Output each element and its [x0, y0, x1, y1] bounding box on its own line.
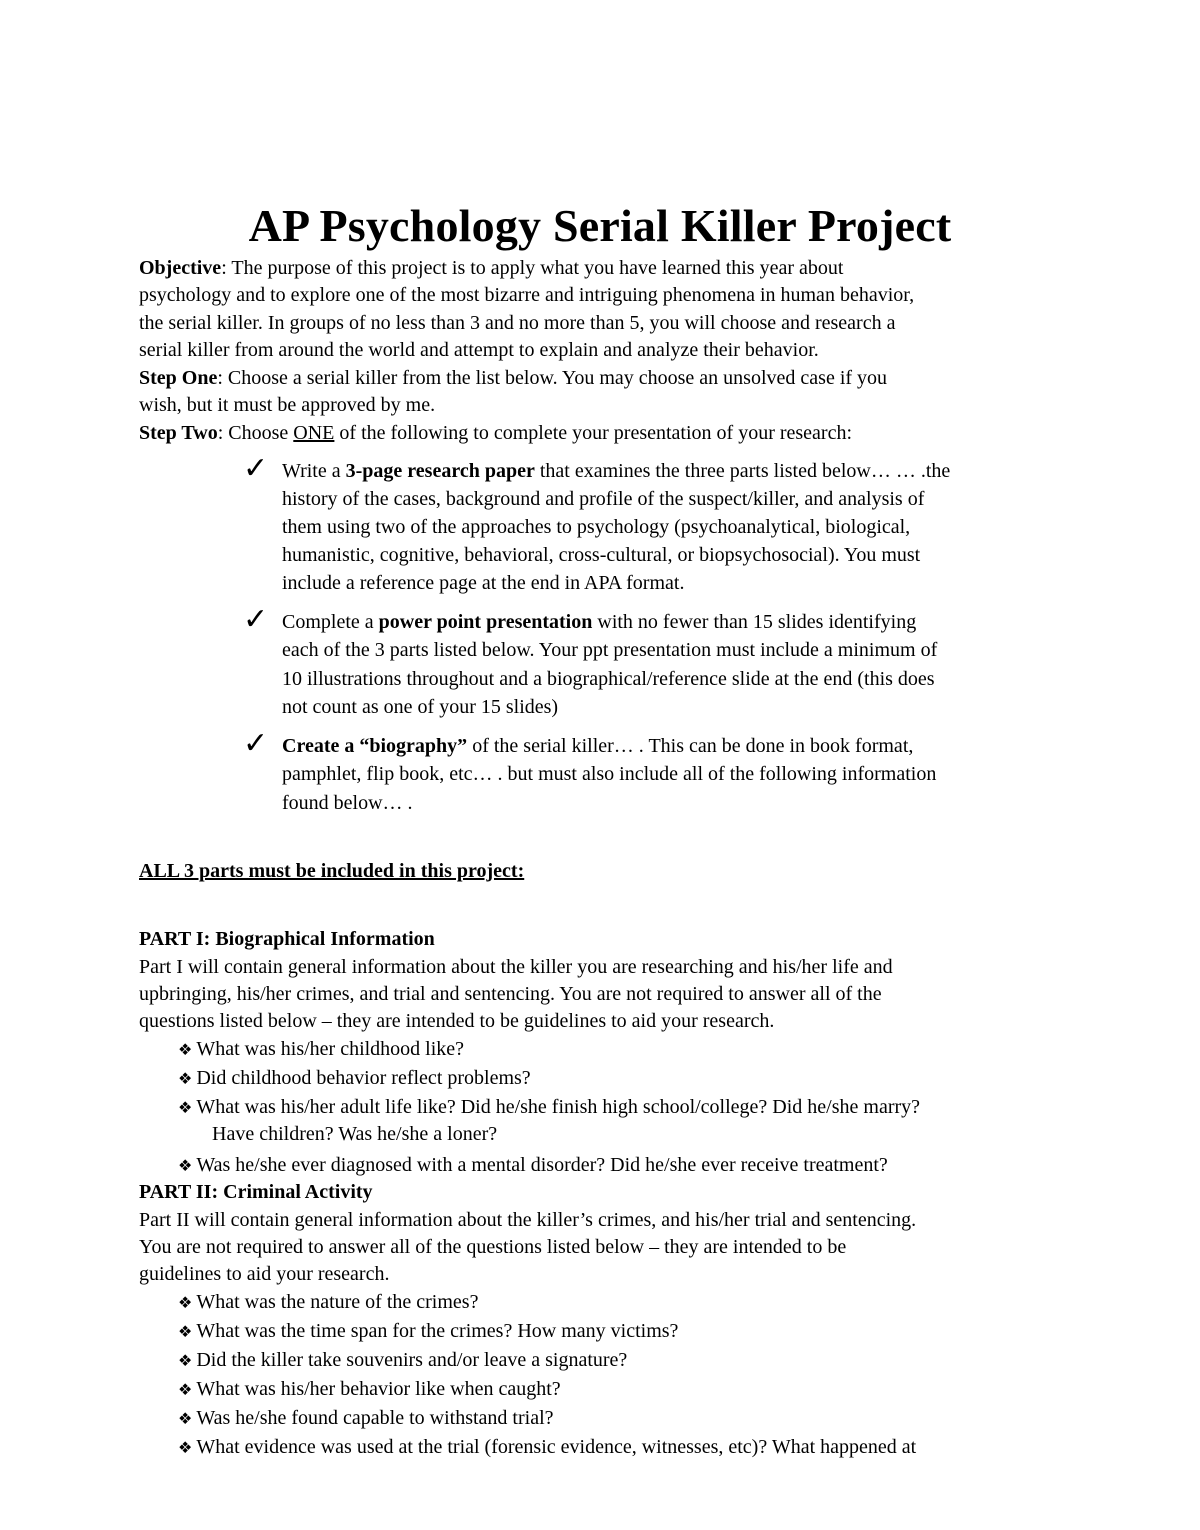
option-ppt-line-1: Complete a power point presentation with no fewer than 15 slides identifying	[282, 611, 917, 633]
part2-intro-line-1: Part II will contain general information about the killer’s crimes, and his/her trial and sentencing.	[139, 1209, 917, 1231]
part1-heading: PART I: Biographical Information	[139, 928, 435, 950]
checkmark-icon: ✓	[243, 451, 269, 486]
all-parts-heading: ALL 3 parts must be included in this project:	[139, 860, 525, 882]
option-biography-line-3: found below… .	[282, 792, 413, 814]
diamond-bullet-icon: ❖	[178, 1293, 193, 1312]
objective-line-1: Objective: The purpose of this project is to apply what you have learned this year about	[139, 257, 844, 279]
diamond-bullet-icon: ❖	[178, 1069, 193, 1088]
list-item: ❖ Was he/she found capable to withstand trial?	[178, 1407, 554, 1429]
option-paper-line-3: them using two of the approaches to psychology (psychoanalytical, biological,	[282, 516, 911, 538]
diamond-bullet-icon: ❖	[178, 1409, 193, 1428]
diamond-bullet-icon: ❖	[178, 1322, 193, 1341]
part2-heading: PART II: Criminal Activity	[139, 1181, 373, 1203]
list-item: ❖ What was his/her childhood like?	[178, 1038, 465, 1060]
option-ppt-line-4: not count as one of your 15 slides)	[282, 696, 559, 718]
step-one-line-1: Step One: Choose a serial killer from the list below. You may choose an unsolved case if you	[139, 367, 888, 389]
step-one-line-2: wish, but it must be approved by me.	[139, 394, 436, 416]
list-item: ❖ What was his/her adult life like? Did he/she finish high school/college? Did he/she marry?	[178, 1096, 921, 1118]
diamond-bullet-icon: ❖	[178, 1438, 193, 1457]
list-item: ❖ What evidence was used at the trial (forensic evidence, witnesses, etc)? What happened at	[178, 1436, 917, 1458]
part1-intro-line-2: upbringing, his/her crimes, and trial and sentencing. You are not required to answer all of the	[139, 983, 882, 1005]
checkmark-icon: ✓	[243, 726, 269, 761]
diamond-bullet-icon: ❖	[178, 1098, 193, 1117]
objective-label: Objective	[139, 257, 222, 279]
option-paper-line-1: Write a 3-page research paper that examines the three parts listed below… … .the	[282, 460, 951, 482]
diamond-bullet-icon: ❖	[178, 1040, 193, 1059]
part1-intro-line-3: questions listed below – they are intended to be guidelines to aid your research.	[139, 1010, 775, 1032]
step-one-label: Step One	[139, 367, 218, 389]
list-item: ❖ What was the nature of the crimes?	[178, 1291, 479, 1313]
diamond-bullet-icon: ❖	[178, 1156, 193, 1175]
diamond-bullet-icon: ❖	[178, 1380, 193, 1399]
option-ppt-line-2: each of the 3 parts listed below. Your ppt presentation must include a minimum of	[282, 639, 938, 661]
diamond-bullet-icon: ❖	[178, 1351, 193, 1370]
objective-line-3: the serial killer. In groups of no less than 3 and no more than 5, you will choose and research a	[139, 312, 896, 334]
part2-intro-line-2: You are not required to answer all of the questions listed below – they are intended to be	[139, 1236, 847, 1258]
list-item: ❖ What was the time span for the crimes? How many victims?	[178, 1320, 679, 1342]
objective-line-2: psychology and to explore one of the most bizarre and intriguing phenomena in human behavior,	[139, 284, 915, 306]
list-item: ❖ Was he/she ever diagnosed with a mental disorder? Did he/she ever receive treatment?	[178, 1154, 888, 1176]
option-ppt-line-3: 10 illustrations throughout and a biographical/reference slide at the end (this does	[282, 668, 935, 690]
list-item: ❖ Did childhood behavior reflect problems?	[178, 1067, 531, 1089]
option-biography-line-2: pamphlet, flip book, etc… . but must also include all of the following information	[282, 763, 937, 785]
part1-intro-line-1: Part I will contain general information about the killer you are researching and his/her life and	[139, 956, 893, 978]
step-two-emphasis: ONE	[293, 422, 335, 444]
option-paper-line-5: include a reference page at the end in APA format.	[282, 572, 685, 594]
list-item: ❖ Did the killer take souvenirs and/or leave a signature?	[178, 1349, 628, 1371]
list-item: ❖ What was his/her behavior like when caught?	[178, 1378, 561, 1400]
objective-line-4: serial killer from around the world and attempt to explain and analyze their behavior.	[139, 339, 819, 361]
step-two-line: Step Two: Choose ONE of the following to complete your presentation of your research:	[139, 422, 853, 444]
option-paper-line-4: humanistic, cognitive, behavioral, cross-cultural, or biopsychosocial). You must	[282, 544, 921, 566]
page-title: AP Psychology Serial Killer Project	[248, 200, 952, 251]
list-item-continuation: Have children? Was he/she a loner?	[212, 1123, 498, 1145]
part2-intro-line-3: guidelines to aid your research.	[139, 1263, 390, 1285]
option-biography-line-1: Create a “biography” of the serial killer… . This can be done in book format,	[282, 735, 914, 757]
checkmark-icon: ✓	[243, 602, 269, 637]
step-two-label: Step Two	[139, 422, 218, 444]
option-paper-line-2: history of the cases, background and profile of the suspect/killer, and analysis of	[282, 488, 925, 510]
